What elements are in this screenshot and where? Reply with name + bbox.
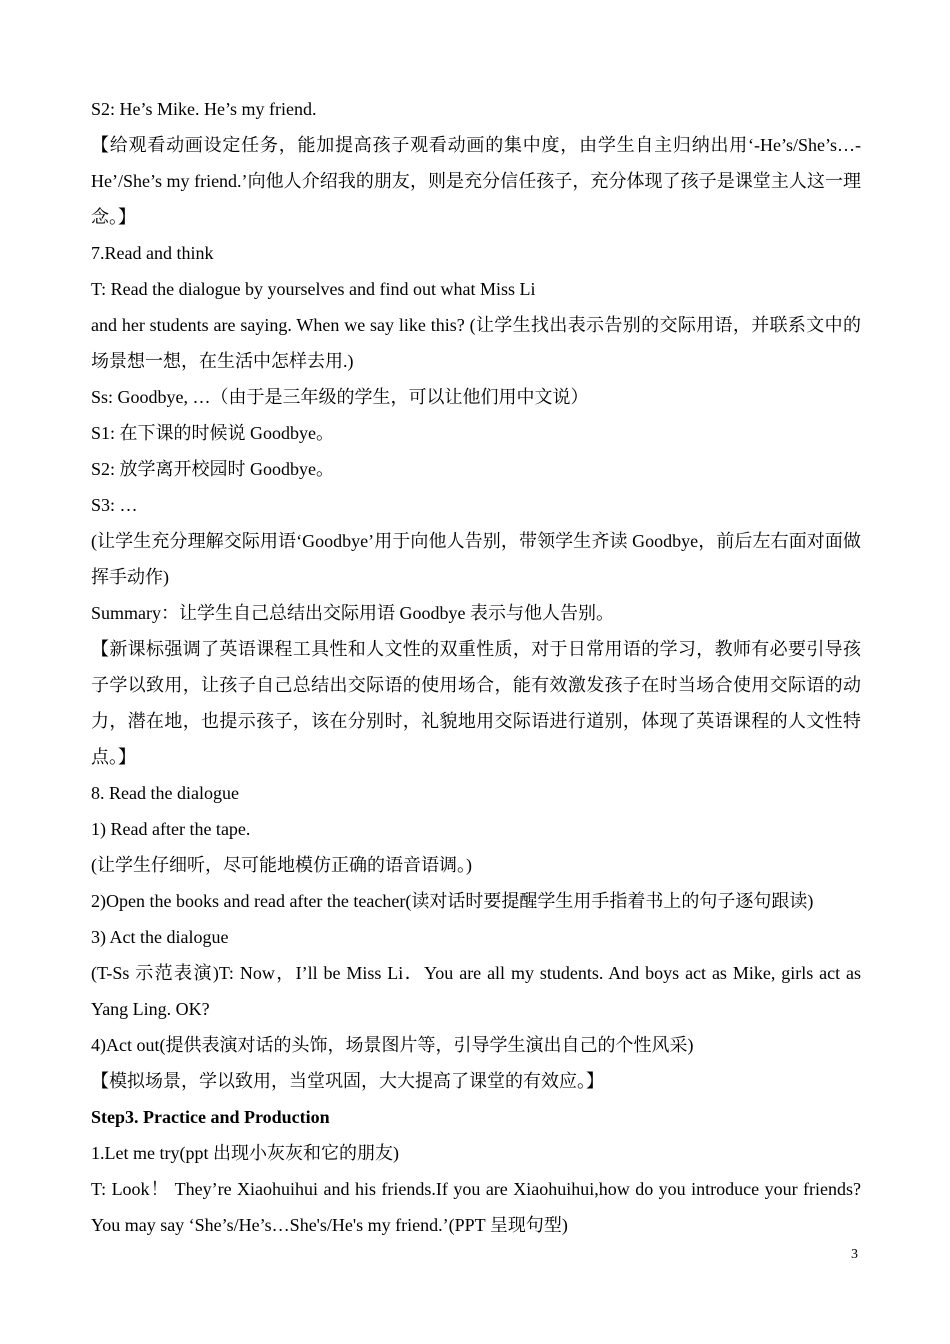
step-read-after-tape: 1) Read after the tape.	[91, 819, 251, 839]
section-heading-read-dialogue: 8. Read the dialogue	[91, 783, 239, 803]
summary-line: Summary：让学生自己总结出交际用语 Goodbye 表示与他人告别。	[91, 603, 614, 623]
student-s2-line: S2: 放学离开校园时 Goodbye。	[91, 459, 334, 479]
teacher-demo-line: (T-Ss 示范表演)T: Now，I’ll be Miss Li．You are all my students. And boys act as Mike, girls act as Yang Ling. OK?	[91, 963, 861, 1019]
teacher-look-line: T: Look！ They’re Xiaohuihui and his friends.If you are Xiaohuihui,how do you introduce your friends? You may say ‘She’s/He’s…She's/He's my friend.’(PPT 呈现句型)	[91, 1179, 861, 1235]
teacher-instruction-line: T: Read the dialogue by yourselves and find out what Miss Li	[91, 279, 536, 299]
section-heading-step3: Step3. Practice and Production	[91, 1107, 330, 1127]
note-curriculum-standard: 【新课标强调了英语课程工具性和人文性的双重性质，对于日常用语的学习，教师有必要引导孩子学以致用，让孩子自己总结出交际语的使用场合，能有效激发孩子在时当场合使用交际语的动力，潜在地，也提示孩子，该在分别时，礼貌地用交际语进行道别，体现了英语课程的人文性特点。】	[91, 639, 861, 767]
section-heading-read-and-think: 7.Read and think	[91, 243, 214, 263]
step-let-me-try: 1.Let me try(ppt 出现小灰灰和它的朋友)	[91, 1143, 399, 1163]
step-open-books: 2)Open the books and read after the teacher(读对话时要提醒学生用手指着书上的句子逐句跟读)	[91, 891, 814, 911]
step-act-out: 4)Act out(提供表演对话的头饰，场景图片等，引导学生演出自己的个性风采)	[91, 1035, 694, 1055]
dialogue-line-s2-mike: S2: He’s Mike. He’s my friend.	[91, 99, 317, 119]
page-number: 3	[851, 1247, 858, 1262]
students-goodbye-line: Ss: Goodbye, …（由于是三年级的学生，可以让他们用中文说）	[91, 387, 589, 407]
note-goodbye-understanding: (让学生充分理解交际用语‘Goodbye’用于向他人告别，带领学生齐读 Goodbye，前后左右面对面做挥手动作)	[91, 531, 861, 587]
note-listen-carefully: (让学生仔细听，尽可能地模仿正确的语音语调。)	[91, 855, 472, 875]
note-simulate-scene: 【模拟场景，学以致用，当堂巩固，大大提高了课堂的有效应。】	[91, 1071, 604, 1091]
document-body	[91, 91, 861, 1243]
teacher-instruction-continued: and her students are saying. When we say like this? (让学生找出表示告别的交际用语，并联系文中的场景想一想，在生活中怎样去用.)	[91, 315, 861, 371]
step-act-dialogue: 3) Act the dialogue	[91, 927, 229, 947]
student-s3-line: S3: …	[91, 495, 138, 515]
note-animation-task: 【给观看动画设定任务，能加提高孩子观看动画的集中度，由学生自主归纳出用‘-He’s/She’s…-He’/She’s my friend.’向他人介绍我的朋友，则是充分信任孩子，充分体现了孩子是课堂主人这一理念。】	[91, 135, 861, 227]
student-s1-line: S1: 在下课的时候说 Goodbye。	[91, 423, 334, 443]
